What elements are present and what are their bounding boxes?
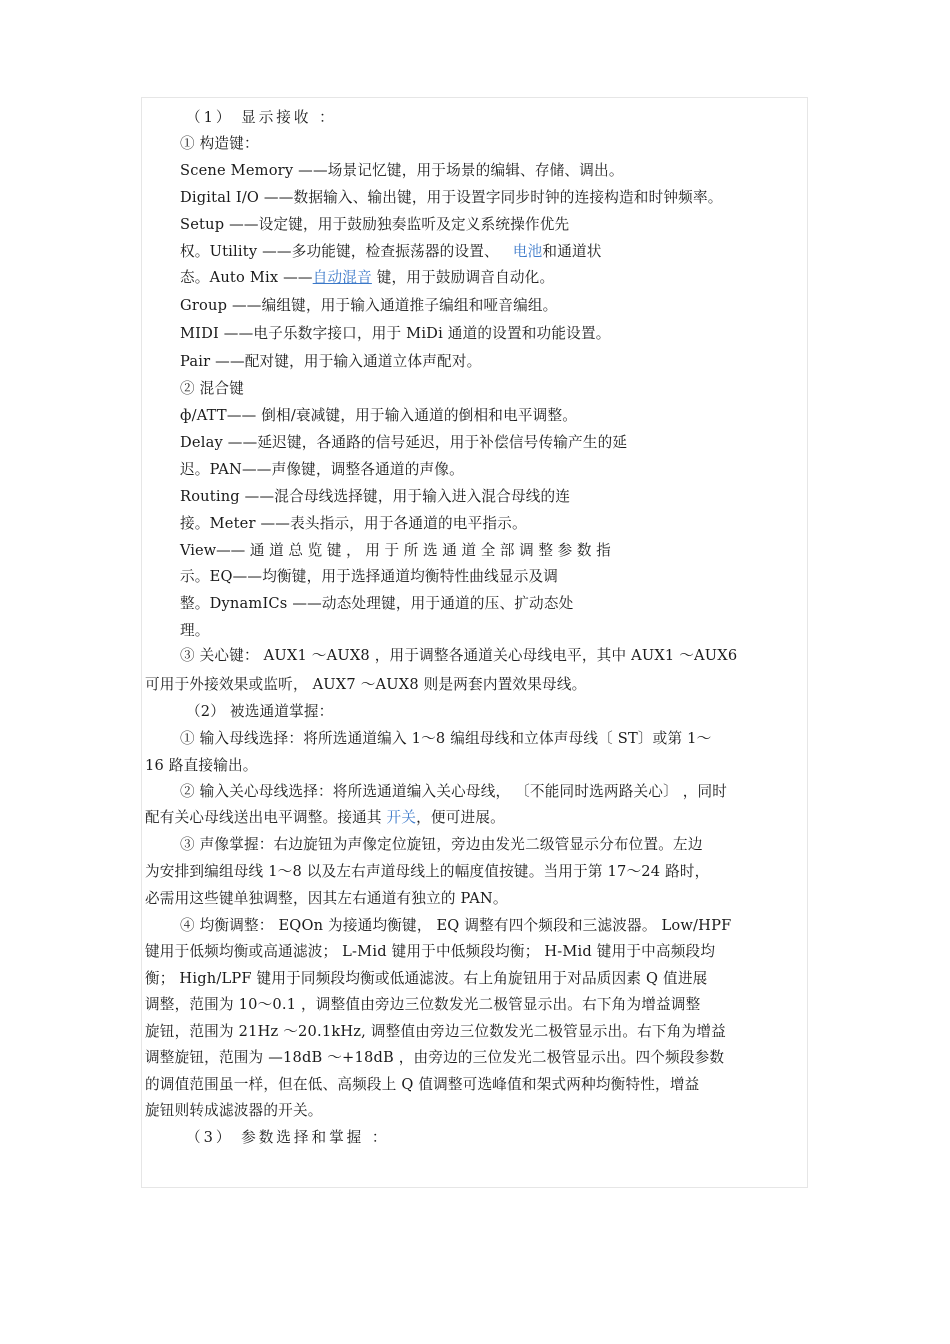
text-line: 旋钮则转成滤波器的开关。 <box>145 1102 323 1119</box>
text-segment: 键，用于鼓励调音自动化。 <box>371 269 555 286</box>
text-line <box>145 808 505 828</box>
text-segment: 态。Auto Mix —— <box>180 269 313 286</box>
text-segment: ，便可进展。 <box>416 809 505 826</box>
text-line: ③ 关心键： AUX1 ～AUX8 ，用于调整各通道关心母线电平，其中 AUX1 ～AUX6 <box>180 647 738 664</box>
text-segment: 配有关心母线送出电平调整。接通其 <box>145 809 387 826</box>
text-line: Routing ——混合母线选择键，用于输入进入混合母线的连 <box>180 488 571 505</box>
text-line: ③ 声像掌握：右边旋钮为声像定位旋钮，旁边由发光二级管显示分布位置。左边 <box>180 836 703 853</box>
text-line: 为安排到编组母线 1～8 以及左右声道母线上的幅度值按键。当用于第 17～24 路时， <box>145 863 710 880</box>
text-line: Setup ——设定键，用于鼓励独奏监听及定义系统操作优先 <box>180 216 570 233</box>
text-line <box>180 268 554 288</box>
text-line: Group ——编组键，用于输入通道推子编组和哑音编组。 <box>180 297 558 314</box>
text-line: 必需用这些键单独调整，因其左右通道有独立的 PAN。 <box>145 890 508 907</box>
text-line: Pair ——配对键，用于输入通道立体声配对。 <box>180 353 482 370</box>
text-line: Digital I/O ——数据输入、输出键，用于设置字同步时钟的连接构造和时钟频率。 <box>180 189 723 206</box>
text-line: 旋钮，范围为 21Hz ～20.1kHz, 调整值由旁边三位数发光二极管显示出。右下角为增益 <box>145 1023 726 1040</box>
text-line: ④ 均衡调整： EQOn 为接通均衡键， EQ 调整有四个频段和三滤波器。 Low/HPF <box>180 917 732 934</box>
text-line: 衡； High/LPF 键用于同频段均衡或低通滤波。右上角旋钮用于对品质因素 Q 值进展 <box>145 970 708 987</box>
text-line: 理。 <box>180 622 210 639</box>
text-segment: 权。Utility ——多功能键，检查振荡器的设置、 <box>180 243 499 260</box>
switch-link[interactable]: 开关 <box>386 809 417 826</box>
section-heading-2: （2） 被选通道掌握： <box>186 703 334 720</box>
text-line: ② 混合键 <box>180 380 245 397</box>
text-line: ② 输入关心母线选择：将所选通道编入关心母线， 〔不能同时选两路关心〕 ，同时 <box>180 783 728 800</box>
text-line: 迟。PAN——声像键，调整各通道的声像。 <box>180 461 464 478</box>
text-line: 整。DynamICs ——动态处理键，用于通道的压、扩动态处 <box>180 595 574 612</box>
text-line: 示。EQ——均衡键，用于选择通道均衡特性曲线显示及调 <box>180 568 559 585</box>
text-line: ф/ATT—— 倒相/衰减键，用于输入通道的倒相和电平调整。 <box>180 407 578 424</box>
text-line: ① 构造键： <box>180 135 259 152</box>
text-line: 调整，范围为 10～0.1 ，调整值由旁边三位数发光二极管显示出。右下角为增益调整 <box>145 996 701 1013</box>
text-line: View—— 通 道 总 览 键 ， 用 于 所 选 通 道 全 部 调 整 参 数 指 <box>180 542 611 559</box>
automix-link[interactable]: 自动混音 <box>312 269 372 286</box>
text-line: ① 输入母线选择：将所选通道编入 1～8 编组母线和立体声母线〔 ST〕或第 1～ <box>180 730 712 747</box>
text-line: 调整旋钮，范围为 —18dB ～+18dB ，由旁边的三位发光二极管显示出。四个频段参数 <box>145 1049 725 1066</box>
text-line: 接。Meter ——表头指示，用于各通道的电平指示。 <box>180 515 527 532</box>
text-line: 16 路直接输出。 <box>145 757 258 774</box>
section-heading-1: （1） 显示接收 ： <box>186 109 337 126</box>
battery-link[interactable]: 电池 <box>512 243 543 260</box>
text-line: 键用于低频均衡或高通滤波； L-Mid 键用于中低频段均衡； H-Mid 键用于中高频段均 <box>145 943 716 960</box>
text-line: 可用于外接效果或监听， AUX7 ～AUX8 则是两套内置效果母线。 <box>145 676 587 693</box>
text-line: Delay ——延迟键，各通路的信号延迟，用于补偿信号传输产生的延 <box>180 434 628 451</box>
text-line: MIDI ——电子乐数字接口，用于 MiDi 通道的设置和功能设置。 <box>180 325 611 342</box>
text-line: 的调值范围虽一样，但在低、高频段上 Q 值调整可选峰值和架式两种均衡特性，增益 <box>145 1076 700 1093</box>
text-line <box>180 242 602 262</box>
section-heading-3: （3） 参数选择和掌握 ： <box>186 1129 390 1146</box>
text-segment: 和通道状 <box>542 243 602 260</box>
text-line: Scene Memory ——场景记忆键，用于场景的编辑、存储、调出。 <box>180 162 624 179</box>
